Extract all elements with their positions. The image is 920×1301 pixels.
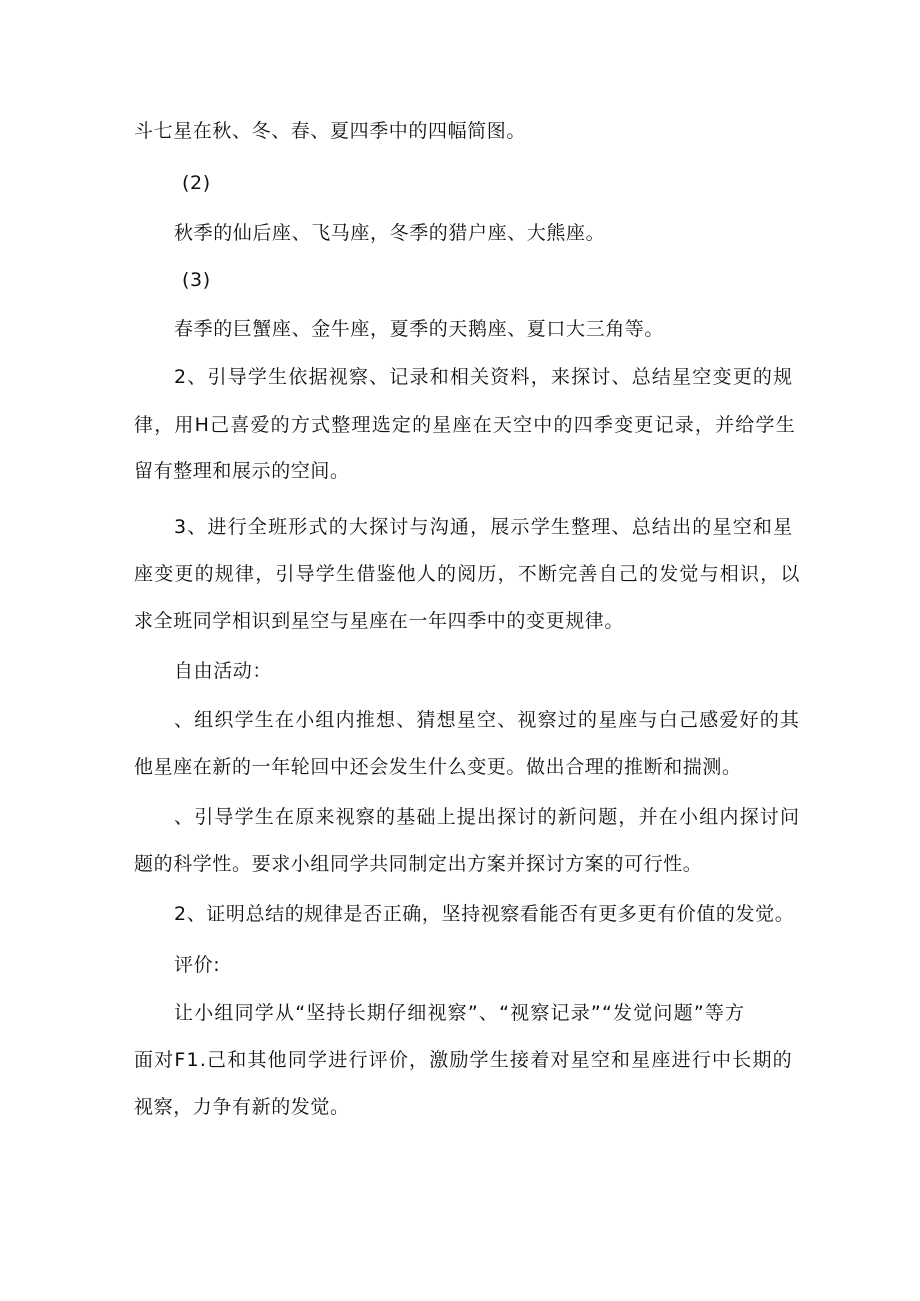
paragraph-2-line-2: 律，用H己喜爱的方式整理选定的星座在天空中的四季变更记录，并给学生 — [134, 414, 796, 436]
text-line-1: 斗七星在秋、冬、春、夏四季中的四幅简图。 — [134, 120, 527, 142]
activity-1-line-1: 、组织学生在小组内推想、猜想星空、视察过的星座与白己感爱好的其 — [174, 709, 801, 731]
activity-2-line-2: 题的科学性。要求小组同学共同制定出方案并探讨方案的可行性。 — [134, 853, 703, 875]
text-line-3: 秋季的仙后座、飞马座，冬季的猎户座、大熊座。 — [174, 222, 606, 244]
activity-3-line: 2、证明总结的规律是否正确，坚持视察看能否有更多更有价值的发觉。 — [174, 903, 795, 925]
paragraph-3-line-2: 座变更的规律，引导学生借鉴他人的阅历，不断完善自己的发觉与相识，以 — [134, 563, 801, 585]
activity-1-line-2: 他星座在新的一年轮回中还会发生什么变更。做出合理的推断和揣测。 — [134, 756, 742, 778]
paragraph-2-line-3: 留有整理和展示的空间。 — [134, 460, 350, 482]
evaluation-line-3: 视察，力争有新的发觉。 — [134, 1096, 350, 1118]
section-heading-free-activity: 自由活动： — [174, 660, 273, 682]
text-line-5: 春季的巨蟹座、金牛座，夏季的天鹅座、夏口大三角等。 — [174, 318, 665, 340]
evaluation-line-2: 面对F1.己和其他同学进行评价，激励学生接着对星空和星座进行中长期的 — [134, 1049, 793, 1071]
paragraph-3-line-3: 求全班同学相识到星空与星座在一年四季中的变更规律。 — [134, 610, 625, 632]
paragraph-2-line-1: 2、引导学生依据视察、记录和相关资料，来探讨、总结星空变更的规 — [174, 366, 794, 388]
paragraph-3-line-1: 3、进行全班形式的大探讨与沟通，展示学生整理、总结出的星空和星 — [174, 516, 794, 538]
activity-2-line-1: 、引导学生在原来视察的基础上提出探讨的新问题，并在小组内探讨问 — [174, 806, 801, 828]
section-heading-evaluation: 评价: — [174, 954, 221, 976]
evaluation-line-1: 让小组同学从“坚持长期仔细视察”、“视察记录”“发觉问题”等方 — [174, 1002, 746, 1024]
item-number-2: (2) — [182, 172, 211, 194]
item-number-3: (3) — [182, 269, 211, 291]
